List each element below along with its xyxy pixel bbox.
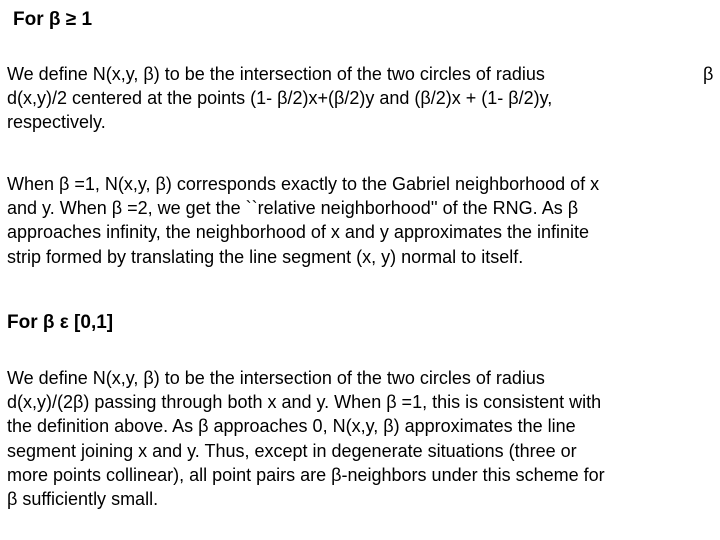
- paragraph-line: approaches infinity, the neighborhood of x and y approximates the infinite: [7, 222, 590, 243]
- paragraph-line: We define N(x,y, β) to be the intersection of the two circles of radius: [7, 368, 545, 388]
- paragraph-line: and y. When β =2, we get the ``relative neighborhood'' of the RNG. As β: [7, 198, 579, 219]
- paragraph-line: more points collinear), all point pairs are β-neighbors under this scheme for: [7, 464, 605, 485]
- paragraph-line: When β =1, N(x,y, β) corresponds exactly to the Gabriel neighborhood of x: [7, 174, 600, 194]
- paragraph-gabriel-rng: [7, 172, 715, 269]
- paragraph-line: d(x,y)/(2β) passing through both x and y. When β =1, this is consistent with: [7, 392, 602, 413]
- section-heading-beta-0-1: For β ε [0,1]: [7, 312, 114, 333]
- section-heading-beta-ge-1: For β ≥ 1: [13, 9, 93, 30]
- paragraph-definition-beta-0-1: [7, 366, 715, 511]
- paragraph-line: We define N(x,y, β) to be the intersection of the two circles of radius: [7, 64, 545, 84]
- paragraph-line: the definition above. As β approaches 0, N(x,y, β) approximates the line: [7, 416, 576, 437]
- paragraph-line: strip formed by translating the line segment (x, y) normal to itself.: [7, 246, 524, 267]
- paragraph-line: respectively.: [7, 112, 106, 133]
- paragraph-definition-beta-ge-1: [7, 62, 715, 135]
- paragraph-line: d(x,y)/2 centered at the points (1- β/2)x+(β/2)y and (β/2)x + (1- β/2)y,: [7, 88, 553, 109]
- paragraph-line: segment joining x and y. Thus, except in degenerate situations (three or: [7, 440, 577, 461]
- paragraph-line: β sufficiently small.: [7, 488, 159, 509]
- trailing-beta-symbol: β: [703, 64, 714, 84]
